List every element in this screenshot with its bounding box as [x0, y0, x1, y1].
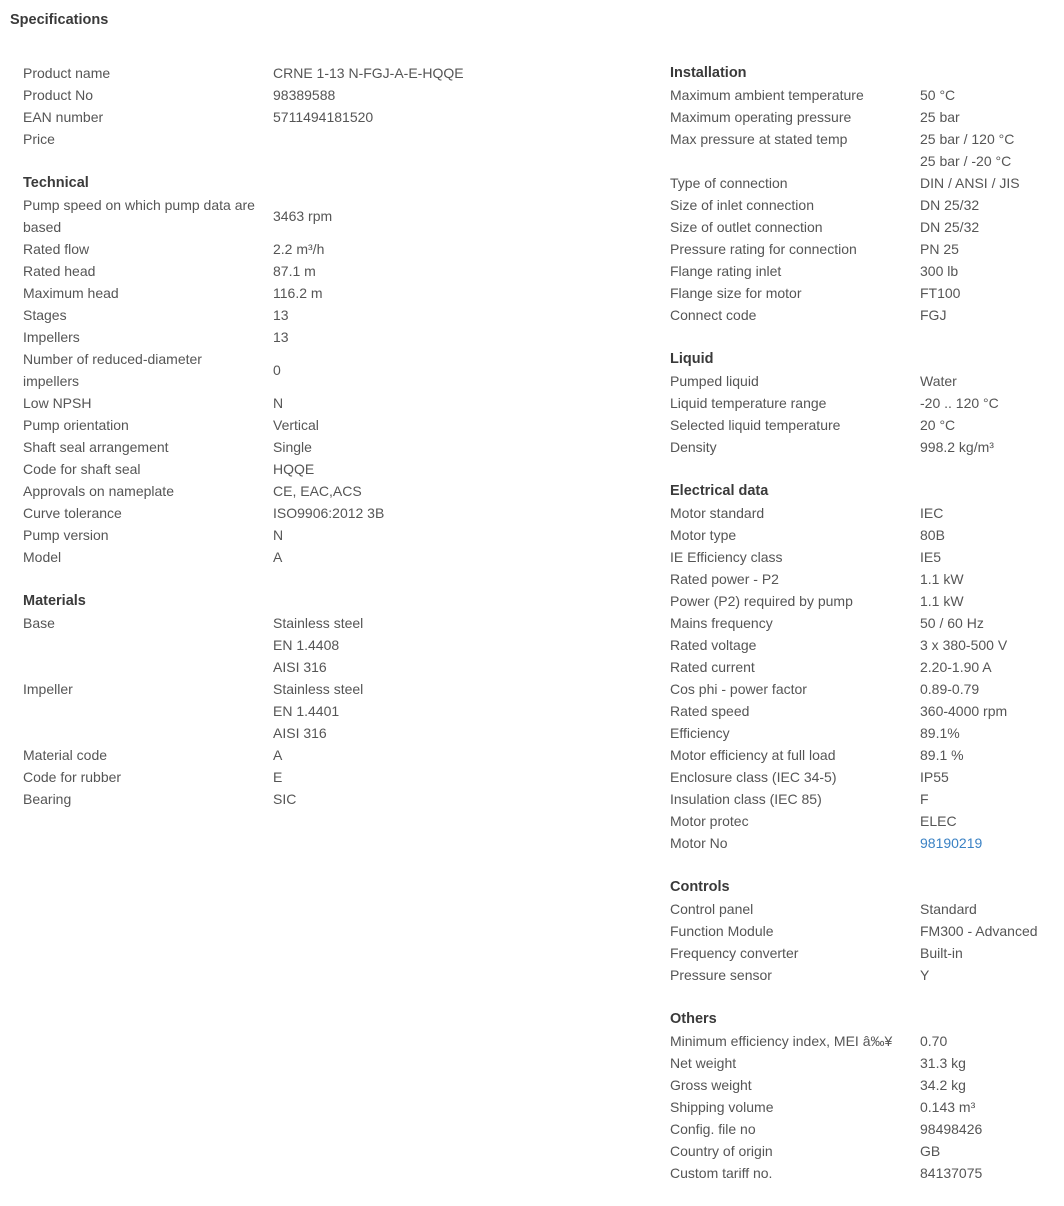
spec-label: EAN number [23, 109, 104, 125]
spec-value: ELEC [920, 813, 957, 829]
spec-value: Standard [920, 901, 977, 917]
spec-value: 84137075 [920, 1165, 983, 1181]
spec-label: Pressure sensor [670, 967, 772, 983]
spec-value: -20 .. 120 °C [920, 395, 999, 411]
spec-row [23, 436, 623, 458]
materials-section [23, 590, 623, 810]
spec-label: Mains frequency [670, 615, 773, 631]
spec-row [670, 678, 1064, 700]
spec-value: Vertical [273, 417, 319, 433]
spec-value [920, 832, 1064, 854]
spec-row [670, 920, 1064, 942]
spec-row [670, 766, 1064, 788]
spec-label: Price [23, 131, 55, 147]
spec-value: 50 / 60 Hz [920, 615, 984, 631]
spec-row [23, 480, 623, 502]
spec-label: IE Efficiency class [670, 549, 783, 565]
spec-value: N [273, 527, 284, 543]
spec-row [23, 766, 623, 788]
spec-label: Size of inlet connection [670, 197, 814, 213]
spec-row [670, 370, 1064, 392]
spec-value: 89.1 % [920, 747, 964, 763]
spec-label: Low NPSH [23, 395, 92, 411]
spec-row [670, 524, 1064, 546]
spec-value-line: 25 bar / 120 °C [920, 131, 1015, 147]
spec-row [670, 700, 1064, 722]
spec-label: Insulation class (IEC 85) [670, 791, 822, 807]
spec-row [670, 238, 1064, 260]
electrical-section [670, 480, 1064, 854]
spec-value: 3463 rpm [273, 208, 333, 224]
spec-row [670, 964, 1064, 986]
spec-row [670, 106, 1064, 128]
spec-label: Power (P2) required by pump [670, 593, 853, 609]
spec-row [670, 194, 1064, 216]
motor-number-link[interactable]: 98190219 [920, 835, 983, 851]
spec-label: Frequency converter [670, 945, 799, 961]
general-section [23, 62, 623, 150]
section-heading: Others [670, 1011, 717, 1027]
spec-row [23, 546, 623, 568]
spec-value: DIN / ANSI / JIS [920, 175, 1020, 191]
spec-label: Maximum operating pressure [670, 109, 852, 125]
spec-value: 300 lb [920, 263, 959, 279]
spec-label: Shaft seal arrangement [23, 439, 169, 455]
spec-label: Motor standard [670, 505, 765, 521]
spec-value: IP55 [920, 769, 949, 785]
spec-label: Approvals on nameplate [23, 483, 174, 499]
spec-row [670, 84, 1064, 106]
spec-value: GB [920, 1143, 941, 1159]
spec-value-line: AISI 316 [273, 659, 327, 675]
section-heading: Electrical data [670, 483, 769, 499]
page-title: Specifications [10, 12, 109, 28]
spec-value: 98498426 [920, 1121, 983, 1137]
spec-value: 0.70 [920, 1033, 948, 1049]
spec-label: Rated head [23, 263, 96, 279]
spec-row [670, 546, 1064, 568]
spec-value: 5711494181520 [273, 109, 374, 125]
spec-row [23, 788, 623, 810]
spec-row [670, 810, 1064, 832]
spec-row [670, 656, 1064, 678]
spec-label: Rated speed [670, 703, 750, 719]
spec-label: Net weight [670, 1055, 737, 1071]
spec-value: 0.89-0.79 [920, 681, 980, 697]
spec-value: 2.2 m³/h [273, 241, 325, 257]
spec-row [670, 568, 1064, 590]
spec-label: Flange size for motor [670, 285, 802, 301]
spec-row [670, 304, 1064, 326]
spec-row [670, 1118, 1064, 1140]
spec-value: FT100 [920, 285, 961, 301]
spec-row [670, 898, 1064, 920]
spec-value: 98389588 [273, 87, 336, 103]
spec-row [23, 502, 623, 524]
spec-label: Rated voltage [670, 637, 757, 653]
spec-label: Stages [23, 307, 67, 323]
spec-label: Cos phi - power factor [670, 681, 807, 697]
spec-row [23, 678, 623, 744]
spec-row [23, 106, 623, 128]
spec-label: Maximum ambient temperature [670, 87, 864, 103]
spec-label: Product No [23, 87, 94, 103]
spec-row [23, 62, 623, 84]
spec-row [670, 612, 1064, 634]
spec-label: Flange rating inlet [670, 263, 782, 279]
spec-label: Connect code [670, 307, 757, 323]
spec-row [670, 414, 1064, 436]
spec-label: Maximum head [23, 285, 119, 301]
spec-label: Rated power - P2 [670, 571, 779, 587]
spec-row [23, 458, 623, 480]
spec-value: Single [273, 439, 312, 455]
spec-row [670, 172, 1064, 194]
spec-row [23, 282, 623, 304]
section-heading: Materials [23, 593, 86, 609]
spec-label: Motor protec [670, 813, 749, 829]
spec-row [670, 392, 1064, 414]
spec-label: Enclosure class (IEC 34-5) [670, 769, 837, 785]
spec-value: 0.143 m³ [920, 1099, 976, 1115]
spec-value-line: EN 1.4408 [273, 637, 340, 653]
spec-row [23, 128, 623, 150]
spec-value: IE5 [920, 549, 942, 565]
spec-label: Number of reduced-diameter impellers [23, 351, 202, 389]
spec-value-line: Stainless steel [273, 681, 364, 697]
spec-row [670, 1074, 1064, 1096]
spec-value: Built-in [920, 945, 963, 961]
spec-row [23, 194, 623, 238]
spec-label: Code for shaft seal [23, 461, 141, 477]
spec-label: Pump version [23, 527, 109, 543]
spec-value: 20 °C [920, 417, 956, 433]
spec-value: FM300 - Advanced [920, 923, 1038, 939]
spec-row [670, 832, 1064, 854]
spec-row [670, 722, 1064, 744]
spec-value: A [273, 549, 283, 565]
spec-label: Impeller [23, 681, 73, 697]
spec-row [670, 1030, 1064, 1052]
spec-row [670, 788, 1064, 810]
spec-row [23, 414, 623, 436]
spec-value-line: EN 1.4401 [273, 703, 340, 719]
spec-value: 13 [273, 307, 289, 323]
spec-label: Shipping volume [670, 1099, 774, 1115]
spec-row [23, 524, 623, 546]
spec-value: 34.2 kg [920, 1077, 966, 1093]
spec-row [670, 216, 1064, 238]
spec-row [23, 744, 623, 766]
spec-row [23, 238, 623, 260]
spec-row [670, 1052, 1064, 1074]
spec-value: CE, EAC,ACS [273, 483, 362, 499]
spec-label: Max pressure at stated temp [670, 131, 848, 147]
spec-value: 0 [273, 362, 281, 378]
spec-label: Control panel [670, 901, 754, 917]
spec-label: Motor type [670, 527, 737, 543]
spec-label: Material code [23, 747, 108, 763]
spec-row [670, 744, 1064, 766]
spec-value: 25 bar [920, 109, 960, 125]
spec-value: PN 25 [920, 241, 959, 257]
spec-row [670, 1140, 1064, 1162]
spec-value: DN 25/32 [920, 219, 980, 235]
spec-row [23, 84, 623, 106]
section-heading: Installation [670, 65, 747, 81]
spec-value: 2.20-1.90 A [920, 659, 992, 675]
spec-label: Code for rubber [23, 769, 122, 785]
left-column [23, 62, 623, 832]
spec-label: Impellers [23, 329, 80, 345]
spec-label: Liquid temperature range [670, 395, 827, 411]
spec-label: Function Module [670, 923, 774, 939]
spec-value: 3 x 380-500 V [920, 637, 1008, 653]
section-heading: Liquid [670, 351, 714, 367]
spec-label: Model [23, 549, 62, 565]
spec-value: A [273, 747, 283, 763]
spec-row [670, 128, 1064, 172]
spec-value [273, 678, 623, 744]
liquid-section [670, 348, 1064, 458]
spec-value-line: AISI 316 [273, 725, 327, 741]
spec-value: 360-4000 rpm [920, 703, 1008, 719]
spec-label: Selected liquid temperature [670, 417, 841, 433]
spec-row [23, 304, 623, 326]
spec-value: 80B [920, 527, 945, 543]
spec-value: F [920, 791, 929, 807]
spec-label: Rated flow [23, 241, 90, 257]
spec-label: Density [670, 439, 717, 455]
spec-row [670, 282, 1064, 304]
spec-row [23, 348, 623, 392]
spec-label: Size of outlet connection [670, 219, 823, 235]
spec-value: 89.1% [920, 725, 960, 741]
spec-label: Motor No [670, 835, 728, 851]
spec-row [670, 634, 1064, 656]
spec-label: Curve tolerance [23, 505, 122, 521]
spec-value [273, 612, 623, 678]
spec-value-line: Stainless steel [273, 615, 364, 631]
spec-row [670, 942, 1064, 964]
spec-row [670, 590, 1064, 612]
spec-value: Water [920, 373, 957, 389]
spec-row [23, 326, 623, 348]
spec-value: 1.1 kW [920, 571, 964, 587]
spec-label: Gross weight [670, 1077, 752, 1093]
spec-label: Config. file no [670, 1121, 756, 1137]
spec-value: HQQE [273, 461, 315, 477]
spec-label: Rated current [670, 659, 755, 675]
spec-value: 50 °C [920, 87, 956, 103]
spec-row [670, 436, 1064, 458]
spec-value: N [273, 395, 284, 411]
spec-label: Minimum efficiency index, MEI â‰¥ [670, 1033, 893, 1049]
spec-value: 1.1 kW [920, 593, 964, 609]
spec-row [670, 1096, 1064, 1118]
spec-label: Product name [23, 65, 111, 81]
spec-row [23, 260, 623, 282]
spec-label: Country of origin [670, 1143, 773, 1159]
installation-section [670, 62, 1064, 326]
technical-section [23, 172, 623, 568]
spec-value: 31.3 kg [920, 1055, 966, 1071]
spec-value [920, 128, 1064, 172]
spec-label: Custom tariff no. [670, 1165, 773, 1181]
spec-value: 87.1 m [273, 263, 316, 279]
right-column [670, 62, 1064, 1206]
controls-section [670, 876, 1064, 986]
spec-value: Y [920, 967, 930, 983]
section-heading: Controls [670, 879, 730, 895]
spec-label: Motor efficiency at full load [670, 747, 836, 763]
spec-value: ISO9906:2012 3B [273, 505, 385, 521]
spec-label: Pump orientation [23, 417, 129, 433]
spec-value: 998.2 kg/m³ [920, 439, 994, 455]
spec-value: SIC [273, 791, 297, 807]
spec-row [670, 260, 1064, 282]
spec-row [670, 1162, 1064, 1184]
spec-value: DN 25/32 [920, 197, 980, 213]
spec-value: IEC [920, 505, 944, 521]
spec-label: Efficiency [670, 725, 730, 741]
spec-value: 116.2 m [273, 285, 323, 301]
spec-value: 13 [273, 329, 289, 345]
spec-row [23, 612, 623, 678]
spec-label: Pressure rating for connection [670, 241, 857, 257]
spec-label: Pumped liquid [670, 373, 759, 389]
spec-value-line: 25 bar / -20 °C [920, 153, 1012, 169]
section-heading: Technical [23, 175, 89, 191]
others-section [670, 1008, 1064, 1184]
spec-label: Base [23, 615, 55, 631]
spec-label: Bearing [23, 791, 72, 807]
spec-value: CRNE 1-13 N-FGJ-A-E-HQQE [273, 65, 464, 81]
spec-label: Pump speed on which pump data are based [23, 197, 255, 235]
spec-value: FGJ [920, 307, 947, 323]
spec-label: Type of connection [670, 175, 788, 191]
spec-row [23, 392, 623, 414]
spec-value: E [273, 769, 283, 785]
spec-row [670, 502, 1064, 524]
